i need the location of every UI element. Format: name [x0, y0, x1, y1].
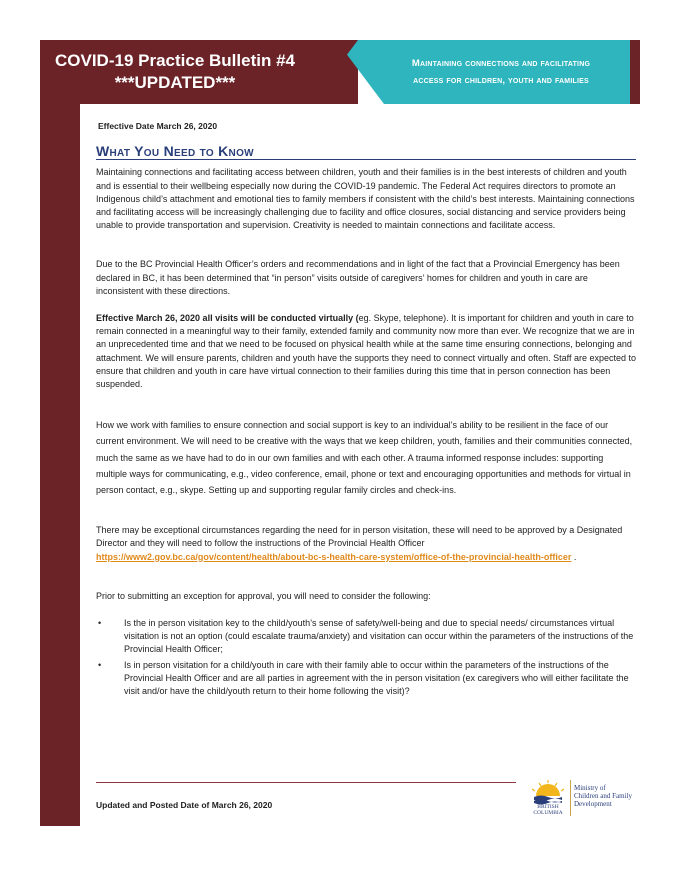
provincial-health-officer-link[interactable]: https://www2.gov.bc.ca/gov/content/health/about-bc-s-health-care-system/office-of-the-provincial-health-officer: [96, 551, 572, 562]
section-title: What You Need to Know: [96, 145, 636, 160]
paragraph-5-text: There may be exceptional circumstances regarding the need for in person visitation, these will need to be approved by a Designated Director and they will need to follow the instructions of the Provincial Health Officer: [96, 525, 623, 549]
bullet-icon: •: [98, 659, 102, 670]
bulletin-subtitle-line2: access for children, youth and families: [413, 75, 589, 86]
consideration-list: [96, 617, 636, 698]
bulletin-subtitle: [370, 55, 632, 89]
bulletin-title-line2: ***UPDATED***: [114, 73, 236, 92]
paragraph-3: [96, 312, 636, 391]
paragraph-5: [96, 524, 636, 564]
bulletin-title-line1: COVID-19 Practice Bulletin #4: [55, 51, 295, 70]
ministry-name: [574, 784, 638, 808]
list-item: [96, 617, 636, 657]
header-maroon-wedge: [310, 40, 358, 104]
paragraph-5-end: .: [571, 551, 577, 562]
ministry-name-line1: Ministry of: [574, 784, 606, 792]
paragraph-4: How we work with families to ensure connection and social support is key to an individual’s ability to be resilient in the face of our current environment. We will need to be creative with the ways that we keep children, youth, families and their communities connected, much the same as we have had to do in our own families and with each other. A trauma informed response includes: supporting multiple ways for communicating, e.g., video conference, email, phone or text and encouraging opportunities and methods for virtual in person contact, e.g., skype. Setting up and supporting regular family circles and check-ins.: [96, 420, 633, 496]
ministry-name-line3: Development: [574, 800, 612, 808]
posted-date: Updated and Posted Date of March 26, 2020: [96, 800, 273, 810]
ministry-name-line2: Children and Family: [574, 792, 632, 800]
bc-wordmark: [528, 804, 568, 816]
bullet-icon: •: [98, 618, 102, 629]
logo-divider: [570, 780, 571, 816]
left-side-bar: [40, 40, 80, 826]
list-item: [96, 659, 636, 699]
bulletin-body: [96, 120, 636, 700]
paragraph-1: Maintaining connections and facilitating access between children, youth and their families is in the best interests of children and youth and is essential to their wellbeing especially now during the COVID-19 pandemic. The Federal Act requires directors to promote an Indigenous child’s attachment and emotional ties to family members if consistent with the child’s best interests. Maintaining connections and facilitating access will be increasingly challenging due to facility and office closures, social distancing and service providers being unable to provide transportation and supervision. Creativity is needed to maintain connections and facilitate access.: [96, 167, 635, 231]
bulletin-subtitle-line1: Maintaining connections and facilitating: [411, 58, 591, 69]
bc-wordmark-line1: BRITISH: [537, 804, 559, 810]
paragraph-3-rest: eg. Skype, telephone). It is important for children and youth in care to remain connected in a meaningful way to their family, extended family and community now more than ever. We recognize that we are in an unprecedented time and that we need to be focused on physical health while at the same time ensuring connections, belonging and attachment. We will ensure parents, children and youth have the supports they need to connect virtually and often. Staff are expected to ensure that children and youth in care have virtual connection to their families during this time that in person connection has been suspended.: [96, 313, 636, 390]
paragraph-6: Prior to submitting an exception for approval, you will need to consider the following:: [96, 590, 431, 601]
footer-divider: [96, 782, 516, 783]
bc-wordmark-line2: COLUMBIA: [533, 810, 563, 816]
effective-date: Effective Date March 26, 2020: [98, 121, 218, 131]
list-item-text: Is the in person visitation key to the child/youth’s sense of safety/well-being and due to special needs/ circumstances virtual visitation is not an option (could escalate trauma/anxiety) and visitation can occur within the parameters of the instructions of the Provincial Health Officer;: [124, 618, 634, 655]
list-item-text: Is in person visitation for a child/youth in care with their family able to occur within the parameters of the instructions of the Provincial Health Officer and are all parties in agreement with the in person visitation (ex caregivers who will either facilitate the visit and/or have the child/youth return to their home following the visit)?: [124, 659, 629, 697]
ministry-logo: [528, 778, 638, 818]
bulletin-title: [40, 50, 310, 94]
paragraph-3-bold: Effective March 26, 2020 all visits will be conducted virtually (: [96, 313, 359, 324]
paragraph-2: Due to the BC Provincial Health Officer’s orders and recommendations and in light of the fact that a Provincial Emergency has been declared in BC, it has been determined that “in person” visits outside of caregivers’ homes for children and youth in care are inconsistent with these directions.: [96, 259, 620, 296]
